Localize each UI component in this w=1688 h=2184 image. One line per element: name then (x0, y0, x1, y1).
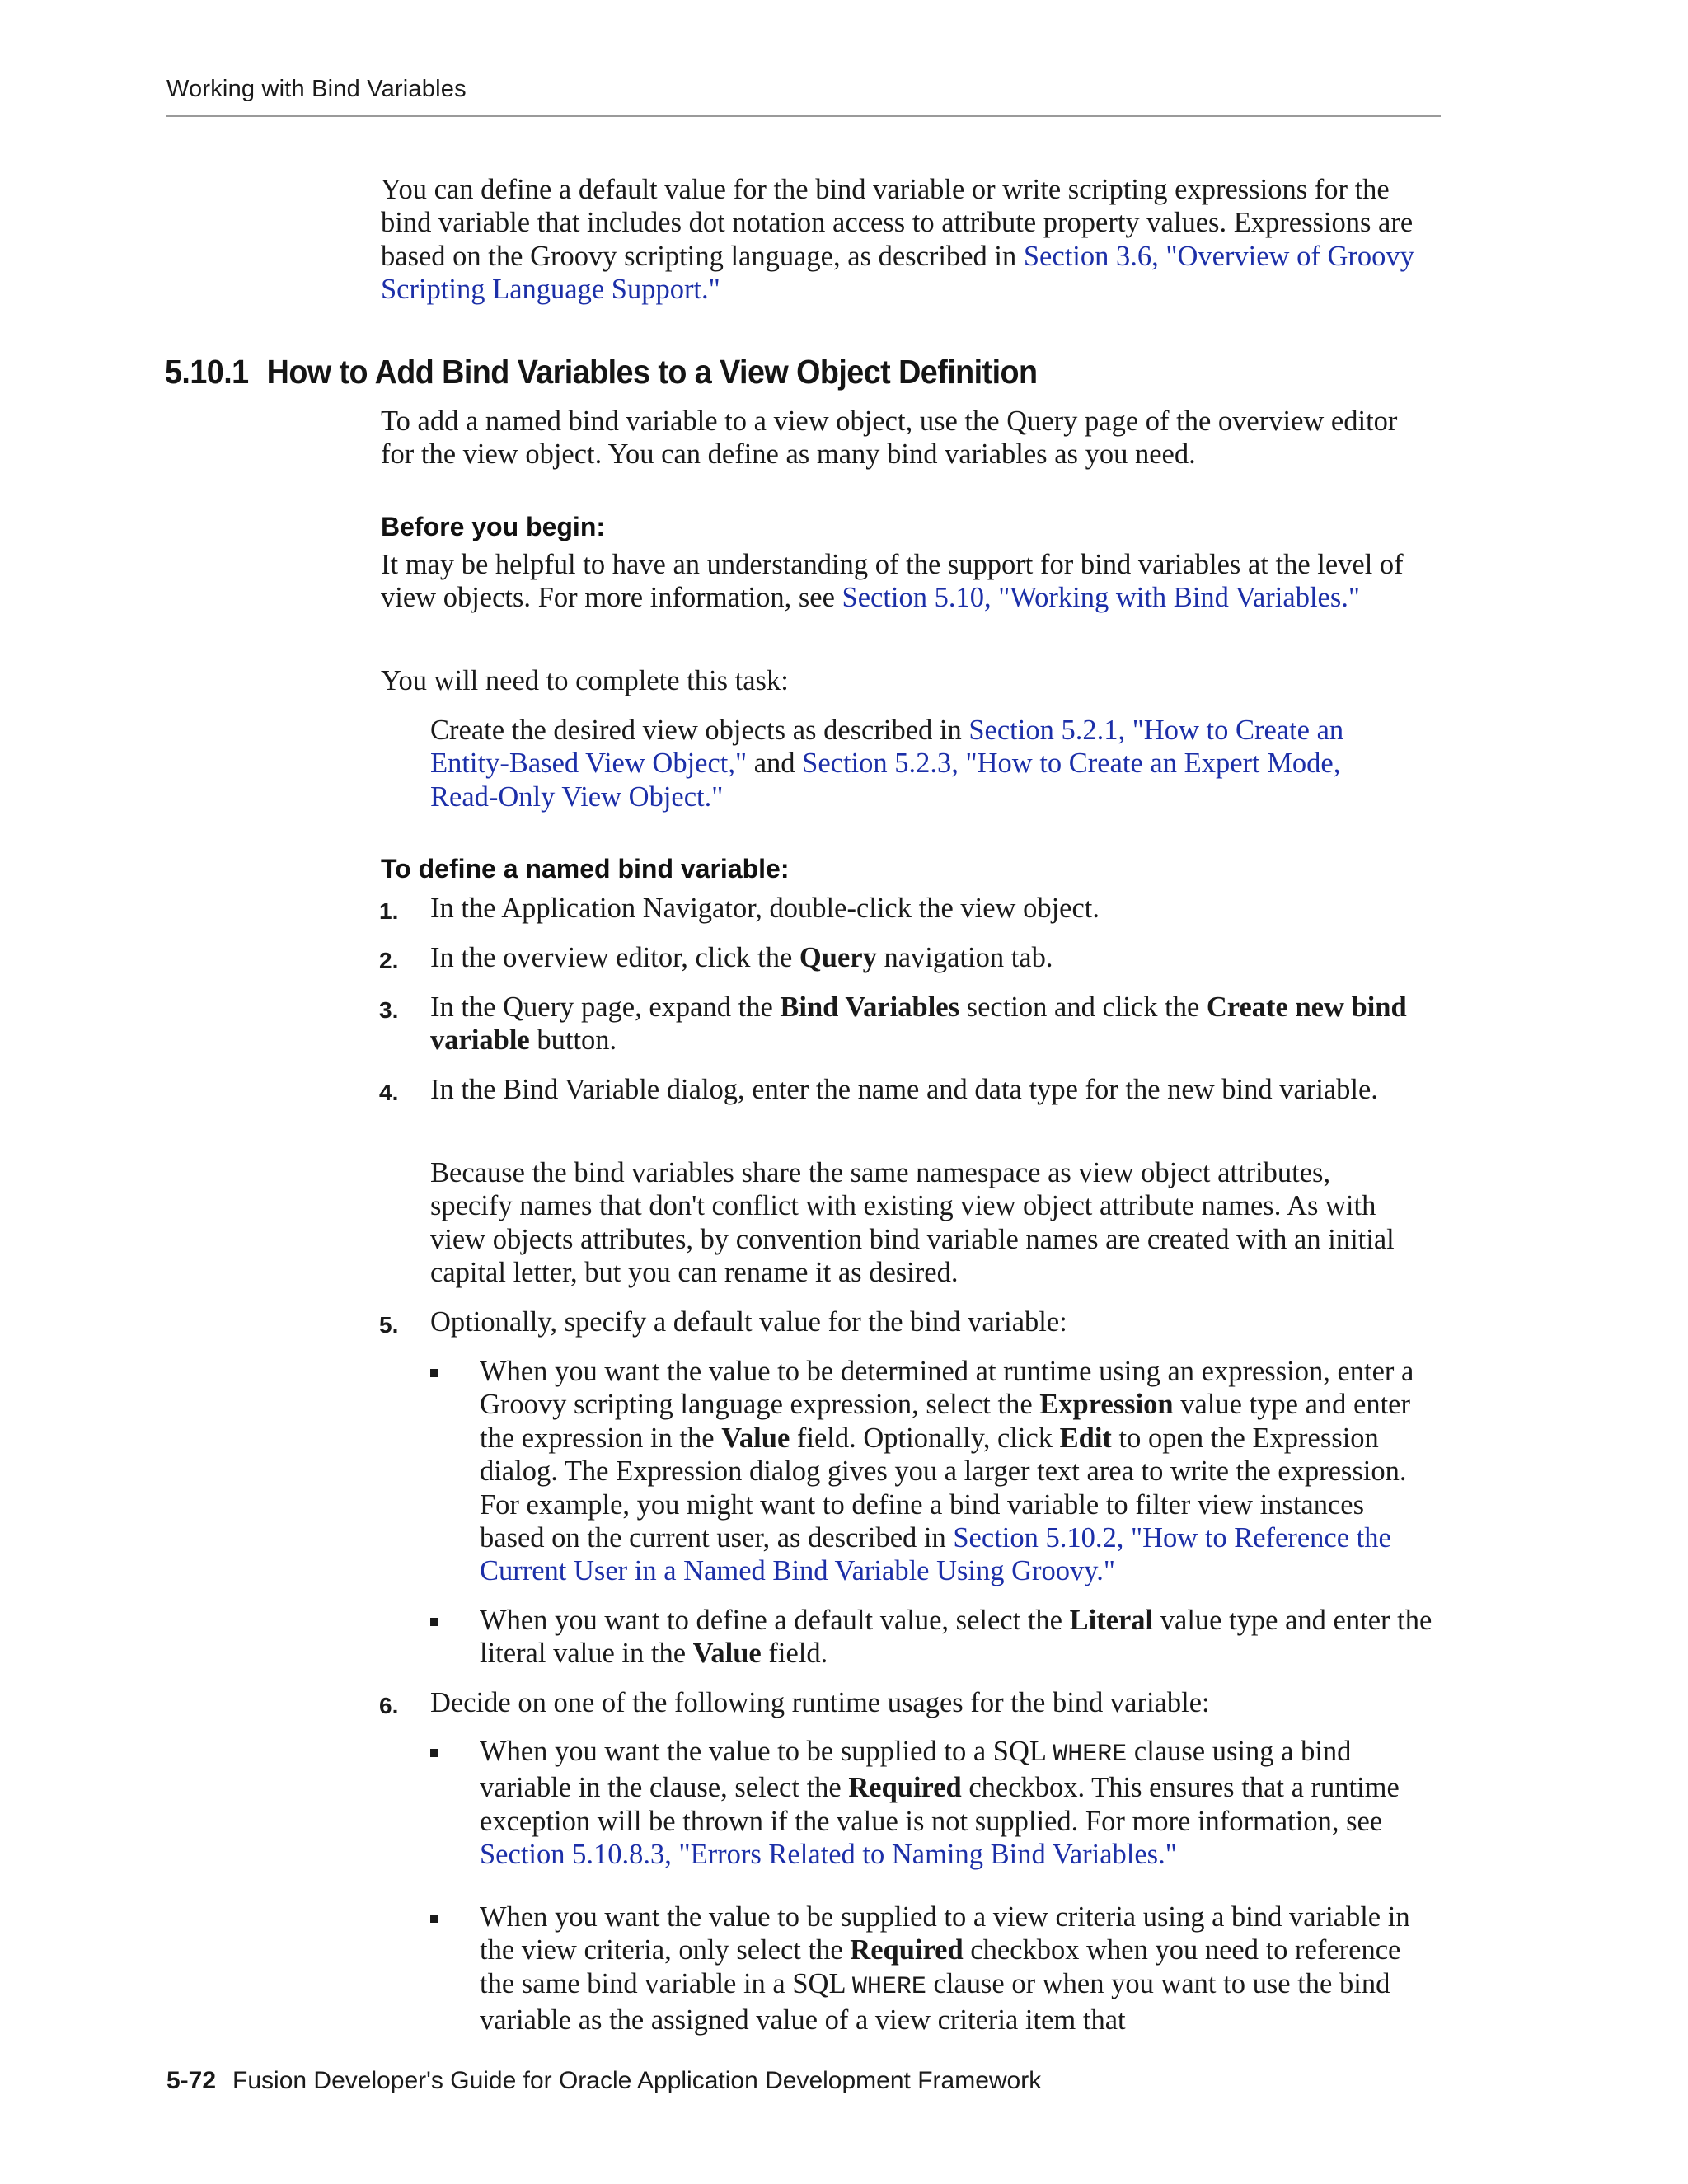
ui-term: Create new bind variable (430, 991, 1407, 1057)
bullet-text (480, 1900, 1436, 2037)
step-text: Optionally, specify a default value for the bind variable: (430, 1306, 1067, 1338)
before-heading: Before you begin: (381, 512, 606, 541)
page-number: 5-72 (166, 2067, 217, 2094)
text-run: value type and enter the literal value in the (480, 1605, 1432, 1670)
intro-text: You can define a default value for the bind variable or write scripting expressions for the bind variable that includes dot notation access to attribute property values. Expressions are based on the Groovy scripting language, as described in (381, 174, 1414, 272)
link-section-5-2-1[interactable]: Section 5.2.1, "How to Create an Entity-Based View Object," (430, 715, 1344, 780)
bullet-text (480, 1355, 1436, 1588)
running-header: Working with Bind Variables (166, 76, 467, 102)
step-text (430, 941, 1436, 974)
link-section-5-10[interactable]: Section 5.10, "Working with Bind Variables." (842, 582, 1360, 614)
page-footer (166, 2067, 1041, 2095)
ui-term: Required (850, 1934, 964, 1966)
text-run: field. Optionally, click (790, 1422, 1060, 1454)
link-section-5-10-2[interactable]: Section 5.10.2, "How to Reference the Current User in a Named Bind Variable Using Groovy." (480, 1522, 1391, 1587)
task-text: Create the desired view objects as described in (430, 715, 969, 746)
step-4-note: Because the bind variables share the same namespace as view object attributes, specify names that don't conflict with existing view object attribute names. As with view objects attributes, by convention bind variable names are created with an initial capital letter, but you can rename it as desired. (430, 1157, 1395, 1289)
step-number: 5. (379, 1312, 399, 1338)
before-paragraph (381, 548, 1436, 615)
step-text: In the Application Navigator, double-click the view object. (430, 893, 1100, 924)
section-title: How to Add Bind Variables to a View Object Definition (266, 353, 1038, 391)
ui-term: Query (799, 942, 877, 973)
ui-term: Required (848, 1772, 962, 1804)
bullet-icon (430, 1749, 438, 1757)
intro-paragraph (381, 173, 1444, 307)
bullet-text (480, 1735, 1436, 1872)
link-section-5-2-3[interactable]: Section 5.2.3, "How to Create an Expert Mode, Read-Only View Object." (430, 748, 1341, 813)
step-number: 4. (379, 1080, 399, 1105)
text-run: When you want the value to be supplied to a view criteria using a bind variable in the view criteria, only select the (480, 1901, 1410, 1966)
section-heading (165, 353, 1037, 391)
ui-term: Expression (1039, 1389, 1174, 1421)
text-run: button. (529, 1024, 617, 1057)
text-run: When you want the value to be determined at runtime using an expression, enter a Groovy scripting language expression, select the (480, 1356, 1414, 1421)
ui-term: Literal (1069, 1605, 1154, 1636)
bullet-icon (430, 1915, 438, 1923)
task-and: and (747, 748, 803, 780)
step-number: 2. (379, 948, 399, 973)
text-run: When you want the value to be supplied to a SQL (480, 1736, 1053, 1767)
code-keyword: WHERE (1053, 1741, 1128, 1769)
before-text: It may be helpful to have an understanding of the support for bind variables at the level of view objects. For more information, see (381, 549, 1404, 614)
procedure-heading: To define a named bind variable: (381, 854, 790, 883)
step-text: Decide on one of the following runtime usages for the bind variable: (430, 1687, 1210, 1718)
text-run: checkbox. This ensures that a runtime exception will be thrown if the value is not supplied. For more information, see (480, 1772, 1400, 1837)
text-run: In the overview editor, click the (430, 942, 799, 973)
ui-term: Value (692, 1638, 762, 1670)
text-run: In the Query page, expand the (430, 991, 781, 1023)
step-text (430, 991, 1436, 1057)
link-section-5-10-8-3[interactable]: Section 5.10.8.3, "Errors Related to Naming Bind Variables." (480, 1839, 1177, 1871)
text-run: checkbox when you need to reference the same bind variable in a SQL (480, 1934, 1401, 1999)
ui-term: Bind Variables (780, 991, 960, 1023)
ui-term: Edit (1059, 1422, 1112, 1454)
text-run: section and click the (959, 991, 1207, 1023)
section-number: 5.10.1 (165, 353, 249, 391)
bullet-icon (430, 1369, 438, 1377)
code-keyword: WHERE (851, 1972, 926, 2001)
text-run: field. (761, 1638, 828, 1670)
ui-term: Value (721, 1422, 790, 1454)
header-rule (166, 115, 1441, 117)
step-number: 6. (379, 1693, 399, 1718)
text-run: navigation tab. (876, 942, 1053, 973)
task-intro: You will need to complete this task: (381, 665, 789, 696)
step-number: 3. (379, 997, 399, 1023)
section-lead: To add a named bind variable to a view object, use the Query page of the overview editor for the view object. You can define as many bind variables as you need. (381, 405, 1398, 471)
book-title: Fusion Developer's Guide for Oracle Application Development Framework (232, 2067, 1042, 2094)
task-paragraph (430, 714, 1403, 813)
text-run: clause or when you want to use the bind variable as the assigned value of a view criteria item that (480, 1967, 1390, 2036)
text-run: When you want to define a default value, select the (480, 1605, 1070, 1636)
text-run: to open the Expression dialog. The Expression dialog gives you a larger text area to write the expression. For example, you might want to define a bind variable to filter view instances based on the current user, as described in (480, 1422, 1407, 1554)
step-number: 1. (379, 898, 399, 924)
text-run: value type and enter the expression in the (480, 1389, 1410, 1454)
text-run: clause using a bind variable in the clause, select the (480, 1736, 1352, 1804)
step-text: In the Bind Variable dialog, enter the name and data type for the new bind variable. (430, 1074, 1378, 1105)
bullet-icon (430, 1618, 438, 1626)
link-section-3-6[interactable]: Section 3.6, "Overview of Groovy Scripting Language Support." (381, 240, 1414, 306)
bullet-text (480, 1604, 1436, 1671)
